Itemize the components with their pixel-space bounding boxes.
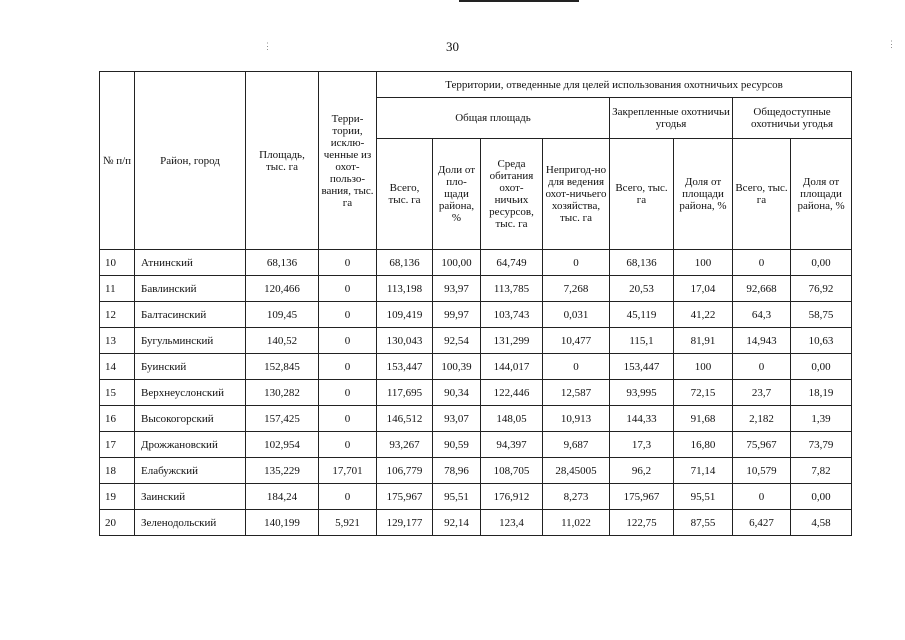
cell-public-all: 23,7 — [733, 380, 791, 406]
cell-total-all: 130,043 — [377, 328, 433, 354]
cell-public-share: 76,92 — [791, 276, 852, 302]
table-row — [100, 250, 852, 276]
cell-total-share: 100,39 — [433, 354, 481, 380]
cell-habitat: 94,397 — [481, 432, 543, 458]
table-row — [100, 406, 852, 432]
cell-public-share: 10,63 — [791, 328, 852, 354]
cell-habitat: 148,05 — [481, 406, 543, 432]
cell-habitat: 144,017 — [481, 354, 543, 380]
header-group-public: Общедоступные охотничьи угодья — [733, 98, 852, 139]
cell-unsuitable: 7,268 — [543, 276, 610, 302]
cell-area: 68,136 — [246, 250, 319, 276]
cell-public-all: 64,3 — [733, 302, 791, 328]
cell-unsuitable: 0 — [543, 354, 610, 380]
cell-public-all: 10,579 — [733, 458, 791, 484]
hunting-territories-table — [99, 71, 852, 536]
cell-num: 13 — [100, 328, 135, 354]
cell-num: 15 — [100, 380, 135, 406]
cell-fixed-share: 100 — [674, 354, 733, 380]
cell-excluded: 0 — [319, 354, 377, 380]
cell-fixed-share: 16,80 — [674, 432, 733, 458]
cell-public-share: 0,00 — [791, 250, 852, 276]
cell-fixed-all: 175,967 — [610, 484, 674, 510]
table-row — [100, 458, 852, 484]
cell-fixed-all: 122,75 — [610, 510, 674, 536]
cell-num: 20 — [100, 510, 135, 536]
header-public-all: Всего, тыс. га — [733, 139, 791, 250]
cell-excluded: 5,921 — [319, 510, 377, 536]
header-area: Площадь, тыс. га — [246, 72, 319, 250]
cell-total-all: 109,419 — [377, 302, 433, 328]
cell-area: 140,52 — [246, 328, 319, 354]
cell-fixed-share: 95,51 — [674, 484, 733, 510]
cell-habitat: 108,705 — [481, 458, 543, 484]
header-group-fixed: Закрепленные охотничьи угодья — [610, 98, 733, 139]
cell-unsuitable: 10,477 — [543, 328, 610, 354]
cell-district: Высокогорский — [135, 406, 246, 432]
cell-fixed-all: 144,33 — [610, 406, 674, 432]
cell-total-share: 90,59 — [433, 432, 481, 458]
table-row — [100, 380, 852, 406]
scan-speck: ⋮ — [263, 41, 272, 51]
cell-excluded: 17,701 — [319, 458, 377, 484]
cell-public-all: 0 — [733, 354, 791, 380]
cell-unsuitable: 12,587 — [543, 380, 610, 406]
cell-fixed-all: 93,995 — [610, 380, 674, 406]
header-excluded: Терри-тории, исклю-ченные из охот-пользо-вания, тыс. га — [319, 72, 377, 250]
cell-num: 19 — [100, 484, 135, 510]
cell-public-share: 58,75 — [791, 302, 852, 328]
cell-public-all: 2,182 — [733, 406, 791, 432]
cell-fixed-all: 115,1 — [610, 328, 674, 354]
table-row — [100, 510, 852, 536]
cell-fixed-all: 153,447 — [610, 354, 674, 380]
cell-district: Елабужский — [135, 458, 246, 484]
cell-area: 140,199 — [246, 510, 319, 536]
cell-public-share: 73,79 — [791, 432, 852, 458]
cell-unsuitable: 9,687 — [543, 432, 610, 458]
cell-fixed-share: 91,68 — [674, 406, 733, 432]
cell-district: Бавлинский — [135, 276, 246, 302]
cell-total-share: 92,14 — [433, 510, 481, 536]
cell-habitat: 122,446 — [481, 380, 543, 406]
cell-num: 11 — [100, 276, 135, 302]
cell-public-all: 0 — [733, 484, 791, 510]
cell-unsuitable: 28,45005 — [543, 458, 610, 484]
header-total-all: Всего, тыс. га — [377, 139, 433, 250]
table-row — [100, 484, 852, 510]
cell-area: 152,845 — [246, 354, 319, 380]
cell-district: Зеленодольский — [135, 510, 246, 536]
cell-public-share: 18,19 — [791, 380, 852, 406]
table-row — [100, 302, 852, 328]
cell-num: 10 — [100, 250, 135, 276]
cell-fixed-share: 87,55 — [674, 510, 733, 536]
cell-total-share: 92,54 — [433, 328, 481, 354]
cell-district: Дрожжановский — [135, 432, 246, 458]
cell-excluded: 0 — [319, 302, 377, 328]
cell-area: 109,45 — [246, 302, 319, 328]
cell-fixed-share: 100 — [674, 250, 733, 276]
table-row — [100, 432, 852, 458]
header-habitat: Среда обитания охот-ничьих ресурсов, тыс. га — [481, 139, 543, 250]
cell-district: Верхнеуслонский — [135, 380, 246, 406]
cell-fixed-all: 20,53 — [610, 276, 674, 302]
cell-public-share: 0,00 — [791, 354, 852, 380]
cell-num: 16 — [100, 406, 135, 432]
cell-area: 157,425 — [246, 406, 319, 432]
cell-habitat: 64,749 — [481, 250, 543, 276]
cell-total-all: 146,512 — [377, 406, 433, 432]
header-total-share: Доли от пло-щади района, % — [433, 139, 481, 250]
cell-total-share: 100,00 — [433, 250, 481, 276]
cell-excluded: 0 — [319, 328, 377, 354]
cell-public-all: 75,967 — [733, 432, 791, 458]
header-public-share: Доля от площади района, % — [791, 139, 852, 250]
cell-num: 12 — [100, 302, 135, 328]
table-row — [100, 276, 852, 302]
header-fixed-share: Доля от площади района, % — [674, 139, 733, 250]
header-group-total: Общая площадь — [377, 98, 610, 139]
cell-total-share: 90,34 — [433, 380, 481, 406]
cell-fixed-share: 41,22 — [674, 302, 733, 328]
cell-fixed-share: 81,91 — [674, 328, 733, 354]
cell-public-share: 1,39 — [791, 406, 852, 432]
cell-public-all: 14,943 — [733, 328, 791, 354]
header-fixed-all: Всего, тыс. га — [610, 139, 674, 250]
cell-total-all: 113,198 — [377, 276, 433, 302]
cell-total-all: 68,136 — [377, 250, 433, 276]
cell-fixed-all: 17,3 — [610, 432, 674, 458]
cell-unsuitable: 8,273 — [543, 484, 610, 510]
cell-habitat: 123,4 — [481, 510, 543, 536]
cell-num: 14 — [100, 354, 135, 380]
cell-area: 135,229 — [246, 458, 319, 484]
cell-fixed-share: 72,15 — [674, 380, 733, 406]
cell-public-all: 6,427 — [733, 510, 791, 536]
cell-total-all: 117,695 — [377, 380, 433, 406]
cell-fixed-all: 45,119 — [610, 302, 674, 328]
cell-total-share: 93,97 — [433, 276, 481, 302]
cell-public-all: 0 — [733, 250, 791, 276]
scan-speck: ⋮ — [887, 39, 896, 49]
cell-excluded: 0 — [319, 484, 377, 510]
cell-num: 18 — [100, 458, 135, 484]
cell-total-share: 99,97 — [433, 302, 481, 328]
cell-public-share: 0,00 — [791, 484, 852, 510]
cell-fixed-share: 17,04 — [674, 276, 733, 302]
cell-area: 120,466 — [246, 276, 319, 302]
cell-excluded: 0 — [319, 432, 377, 458]
table-row — [100, 354, 852, 380]
cell-public-all: 92,668 — [733, 276, 791, 302]
header-group-main: Территории, отведенные для целей использования охотничьих ресурсов — [377, 72, 852, 98]
cell-num: 17 — [100, 432, 135, 458]
cell-total-all: 153,447 — [377, 354, 433, 380]
cell-habitat: 131,299 — [481, 328, 543, 354]
cell-excluded: 0 — [319, 406, 377, 432]
cell-area: 102,954 — [246, 432, 319, 458]
header-district: Район, город — [135, 72, 246, 250]
cell-total-all: 175,967 — [377, 484, 433, 510]
table-row — [100, 328, 852, 354]
cell-district: Буинский — [135, 354, 246, 380]
cell-excluded: 0 — [319, 380, 377, 406]
cell-habitat: 103,743 — [481, 302, 543, 328]
cell-unsuitable: 10,913 — [543, 406, 610, 432]
top-rule — [459, 0, 579, 2]
cell-habitat: 113,785 — [481, 276, 543, 302]
cell-total-share: 95,51 — [433, 484, 481, 510]
cell-public-share: 7,82 — [791, 458, 852, 484]
cell-total-all: 129,177 — [377, 510, 433, 536]
cell-total-all: 106,779 — [377, 458, 433, 484]
cell-habitat: 176,912 — [481, 484, 543, 510]
cell-district: Атнинский — [135, 250, 246, 276]
cell-public-share: 4,58 — [791, 510, 852, 536]
cell-unsuitable: 11,022 — [543, 510, 610, 536]
page-number: 30 — [446, 39, 459, 54]
header-num: № п/п — [100, 72, 135, 250]
cell-total-share: 78,96 — [433, 458, 481, 484]
cell-excluded: 0 — [319, 276, 377, 302]
cell-district: Заинский — [135, 484, 246, 510]
cell-fixed-all: 96,2 — [610, 458, 674, 484]
cell-excluded: 0 — [319, 250, 377, 276]
cell-total-share: 93,07 — [433, 406, 481, 432]
cell-district: Бугульминский — [135, 328, 246, 354]
cell-unsuitable: 0 — [543, 250, 610, 276]
cell-area: 184,24 — [246, 484, 319, 510]
cell-unsuitable: 0,031 — [543, 302, 610, 328]
cell-area: 130,282 — [246, 380, 319, 406]
cell-total-all: 93,267 — [377, 432, 433, 458]
cell-fixed-share: 71,14 — [674, 458, 733, 484]
cell-district: Балтасинский — [135, 302, 246, 328]
cell-fixed-all: 68,136 — [610, 250, 674, 276]
header-unsuitable: Непригод-но для ведения охот-ничьего хозяйства, тыс. га — [543, 139, 610, 250]
